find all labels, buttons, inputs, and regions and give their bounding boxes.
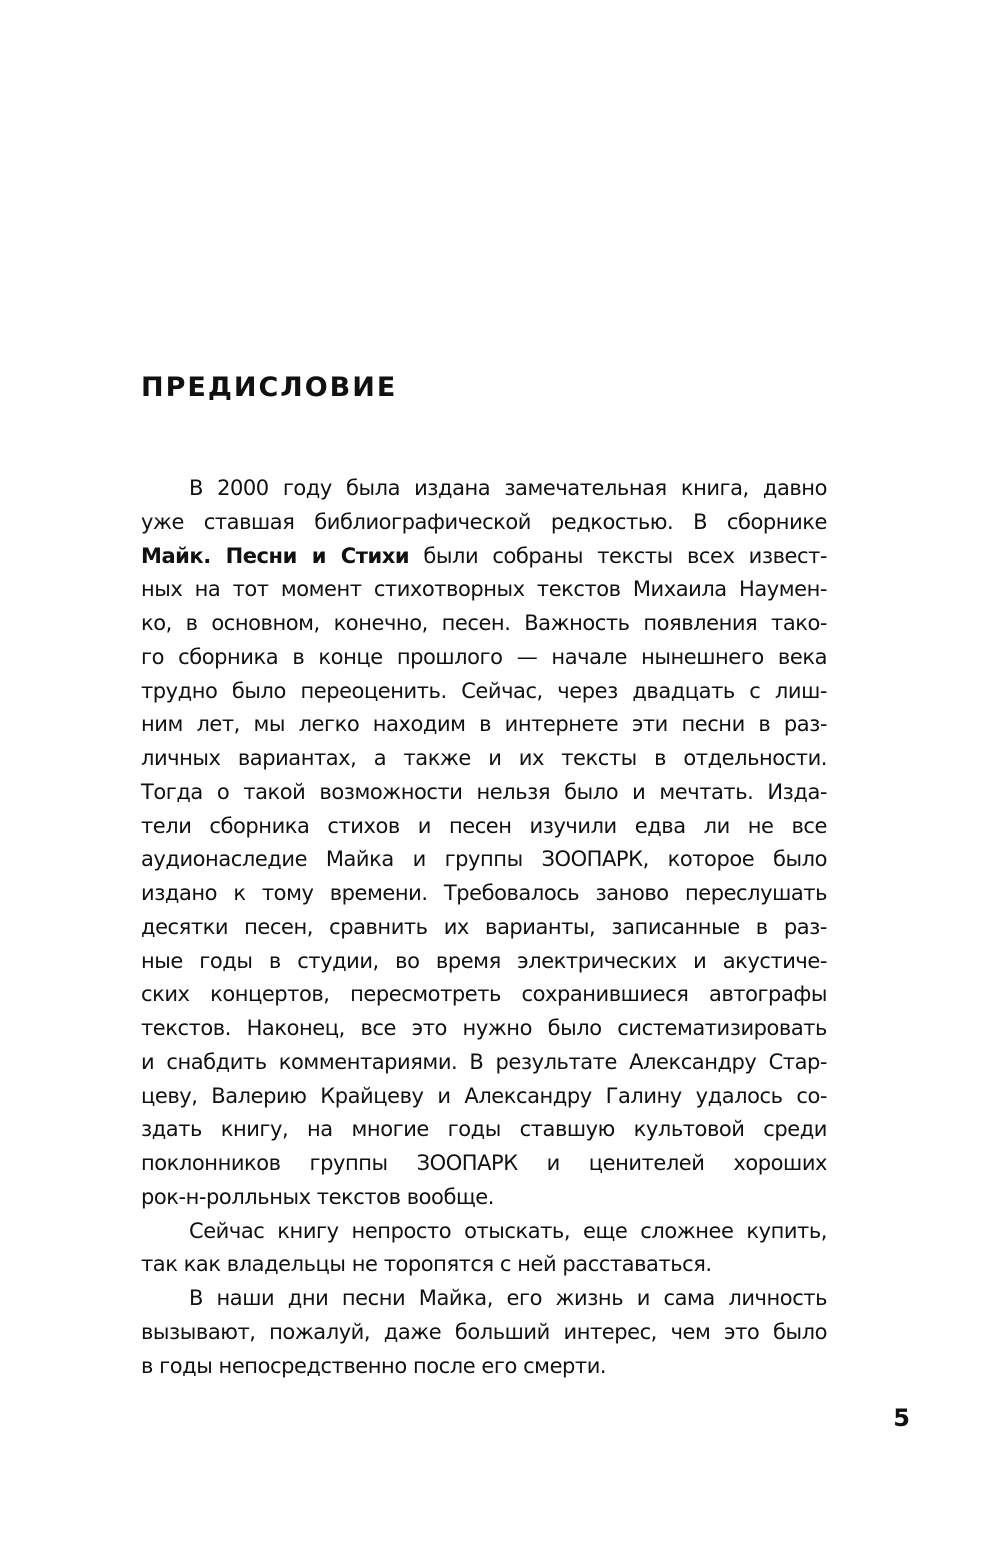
body-text bbox=[141, 472, 827, 1383]
text-line: в годы непосредственно после его смерти. bbox=[141, 1353, 607, 1378]
text-line: поклонников группы ЗООПАРК и ценителей хороших bbox=[141, 1151, 827, 1175]
text-line: ных на тот момент стихотворных текстов Михаила Наумен- bbox=[141, 577, 827, 602]
text-line: Тогда о такой возможности нельзя было и мечтать. Изда- bbox=[141, 779, 827, 804]
chapter-heading: ПРЕДИСЛОВИЕ bbox=[141, 372, 398, 403]
text-line: личных вариантах, а также и их тексты в отдельности. bbox=[141, 746, 827, 770]
text-line bbox=[141, 540, 827, 574]
text-line: так как владельцы не торопятся с ней расставаться. bbox=[141, 1252, 712, 1277]
book-title: Майк. Песни и Стихи bbox=[141, 543, 410, 568]
text-line: издано к тому времени. Требовалось заново переслушать bbox=[141, 881, 827, 905]
text-line: В 2000 году была издана замечательная книга, давно bbox=[189, 476, 827, 500]
text-line: ко, в основном, конечно, песен. Важность появления тако- bbox=[141, 611, 827, 635]
text-line: го сборника в конце прошлого — начале нынешнего века bbox=[141, 644, 827, 669]
text-line: ских концертов, пересмотреть сохранившиеся автографы bbox=[141, 982, 827, 1007]
text-line: рок-н-ролльных текстов вообще. bbox=[141, 1184, 494, 1209]
text-line: В наши дни песни Майка, его жизнь и сама личность bbox=[189, 1286, 827, 1310]
text-line: аудионаследие Майка и группы ЗООПАРК, которое было bbox=[141, 847, 827, 872]
text-line: текстов. Наконец, все это нужно было систематизировать bbox=[141, 1016, 827, 1040]
text-line: тели сборника стихов и песен изучили едва ли не все bbox=[141, 813, 827, 838]
page-number: 5 bbox=[893, 1404, 910, 1432]
text-line: ные годы в студии, во время электрических и акустиче- bbox=[141, 948, 827, 973]
text-line: трудно было переоценить. Сейчас, через двадцать с лиш- bbox=[141, 678, 827, 703]
text-line-rest: были собраны тексты всех извест- bbox=[423, 543, 827, 568]
text-line: десятки песен, сравнить их варианты, записанные в раз- bbox=[141, 914, 827, 939]
text-line: уже ставшая библиографической редкостью. В сборнике bbox=[141, 509, 827, 534]
text-line: здать книгу, на многие годы ставшую культовой среди bbox=[141, 1117, 827, 1142]
text-line: и снабдить комментариями. В результате Александру Стар- bbox=[141, 1049, 827, 1074]
text-line: цеву, Валерию Крайцеву и Александру Галину удалось со- bbox=[141, 1083, 827, 1108]
text-line: Сейчас книгу непросто отыскать, еще сложнее купить, bbox=[189, 1218, 827, 1243]
text-line: ним лет, мы легко находим в интернете эти песни в раз- bbox=[141, 712, 827, 737]
text-line: вызывают, пожалуй, даже больший интерес, чем это было bbox=[141, 1319, 827, 1344]
